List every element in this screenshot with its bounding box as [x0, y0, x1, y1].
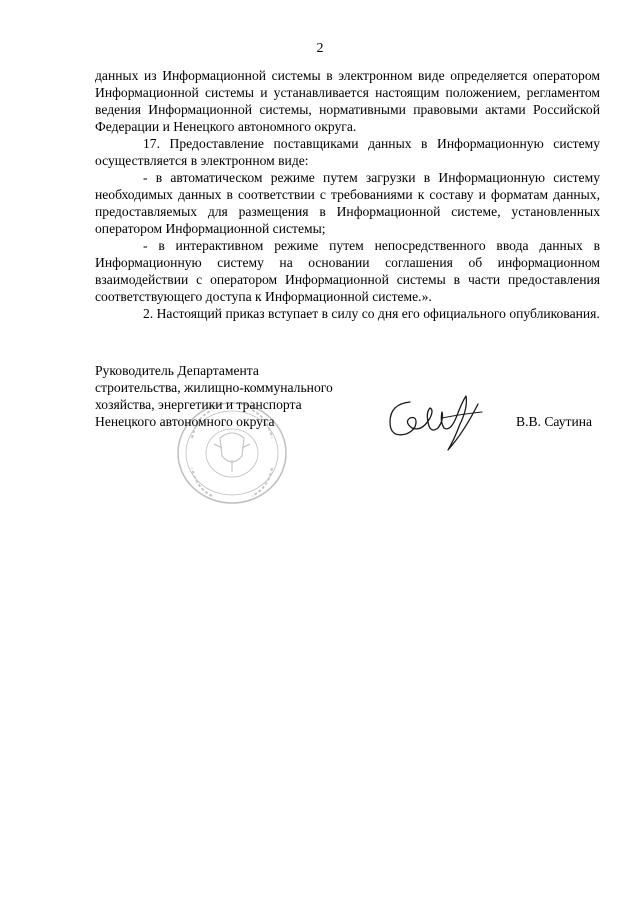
position-line: Ненецкого автономного округа [95, 414, 275, 429]
paragraph-item-17: 17. Предоставление поставщиками данных в Информационную систему осуществляется в электронном виде: [95, 136, 600, 168]
position-line: Руководитель Департамента [95, 363, 259, 378]
document-body [95, 67, 600, 322]
paragraph-item-2: 2. Настоящий приказ вступает в силу со дня его официального опубликования. [143, 306, 600, 321]
page-number: 2 [316, 41, 324, 56]
paragraph-bullet-interactive: - в интерактивном режиме путем непосредственного ввода данных в Информационную систему на основании соглашения об информационном взаимодействии с оператором Информационной системы в части предоставления соответствующего доступа к Информационной системе.». [95, 238, 600, 304]
paragraph-bullet-automatic: - в автоматическом режиме путем загрузки в Информационную систему необходимых данных в соответствии с требованиями к составу и форматам данных, предоставляемых для размещения в Информационной системе, установленных оператором Информационной системы; [95, 170, 600, 236]
paragraph-continuation: данных из Информационной системы в электронном виде определяется оператором Информационной системы и устанавливается настоящим положением, регламентом ведения Информационной системы, нормативными правовыми актами Российской Федерации и Ненецкого автономного округа. [95, 68, 600, 134]
handwritten-signature-icon [382, 388, 492, 458]
signature-position-block [95, 362, 355, 430]
signer-name: В.В. Саутина [516, 414, 593, 429]
position-line: хозяйства, энергетики и транспорта [95, 397, 302, 412]
position-line: строительства, жилищно-коммунального [95, 380, 333, 395]
